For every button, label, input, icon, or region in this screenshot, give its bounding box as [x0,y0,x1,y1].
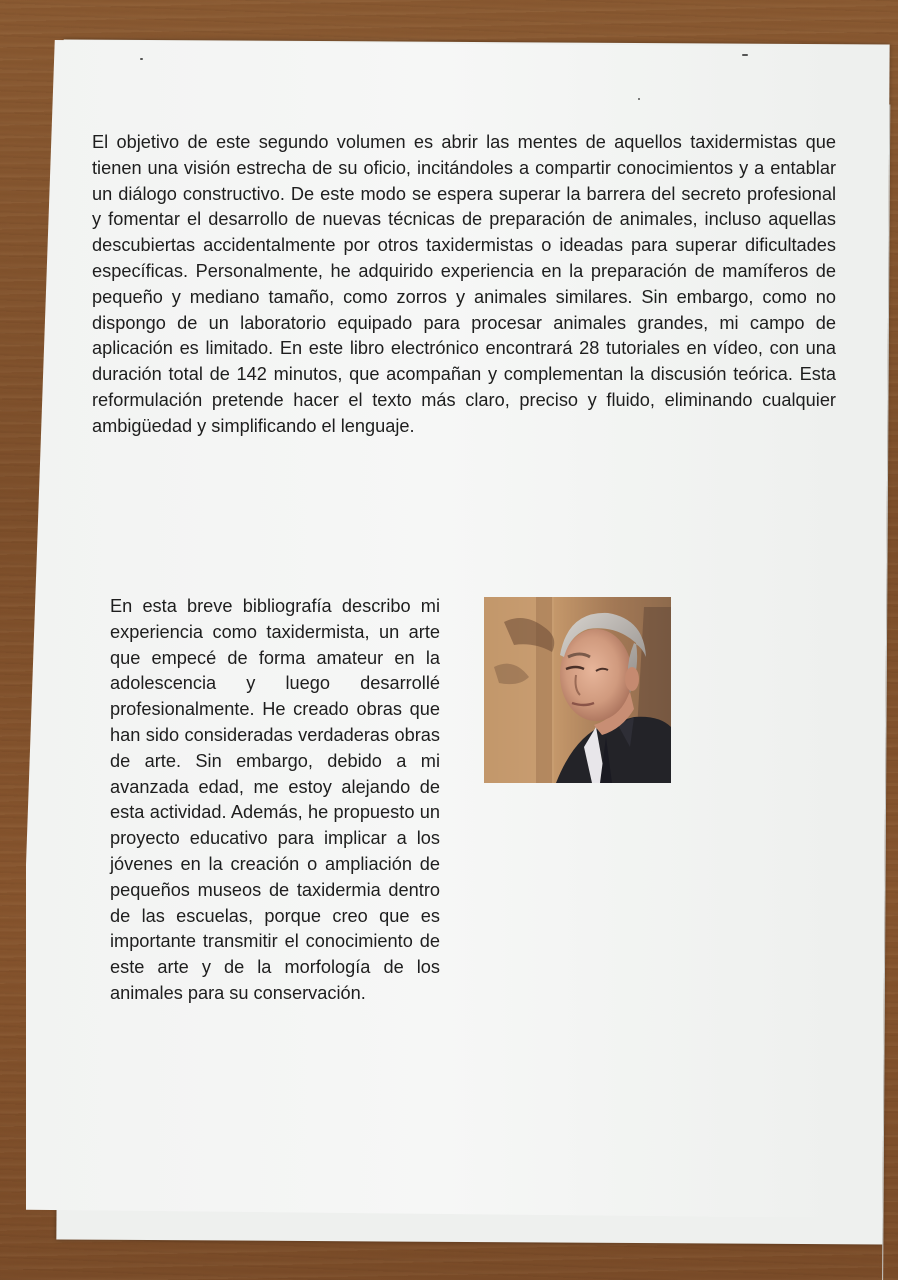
author-portrait-photo [484,597,671,783]
dust-speck [140,58,143,60]
dust-speck [638,98,640,100]
author-bio-paragraph: En esta breve bibliografía describo mi experiencia como taxidermista, un arte que empecé de forma amateur en la adolescencia y luego desarrollé profesionalmente. He creado obras que han sido consideradas verdaderas obras de arte. Sin embargo, debido a mi avanzada edad, me estoy alejando de esta actividad. Además, he propuesto un proyecto educativo para implicar a los jóvenes en la creación o ampliación de pequeños museos de taxidermia dentro de las escuelas, porque creo que es importante transmitir el conocimiento de este arte y de la morfología de los animales para su conservación. [110,596,440,1003]
page-edge [882,105,890,1280]
dust-speck [742,54,748,56]
intro-paragraph: El objetivo de este segundo volumen es abrir las mentes de aquellos taxidermistas que tienen una visión estrecha de su oficio, incitándoles a compartir conocimientos y a entablar un diálogo constructivo. De este modo se espera superar la barrera del secreto profesional y fomentar el desarrollo de nuevas técnicas de preparación de animales, incluso aquellas descubiertas accidentalmente por otros taxidermistas o ideadas para superar dificultades específicas. Personalmente, he adquirido experiencia en la preparación de mamíferos de pequeño y mediano tamaño, como zorros y animales similares. Sin embargo, como no dispongo de un laboratorio equipado para procesar animales grandes, mi campo de aplicación es limitado. En este libro electrónico encontrará 28 tutoriales en vídeo, con una duración total de 142 minutos, que acompañan y complementan la discusión teórica. Esta reformulación pretende hacer el texto más claro, preciso y fluido, eliminando cualquier ambigüedad y simplificando el lenguaje. [92,132,836,436]
